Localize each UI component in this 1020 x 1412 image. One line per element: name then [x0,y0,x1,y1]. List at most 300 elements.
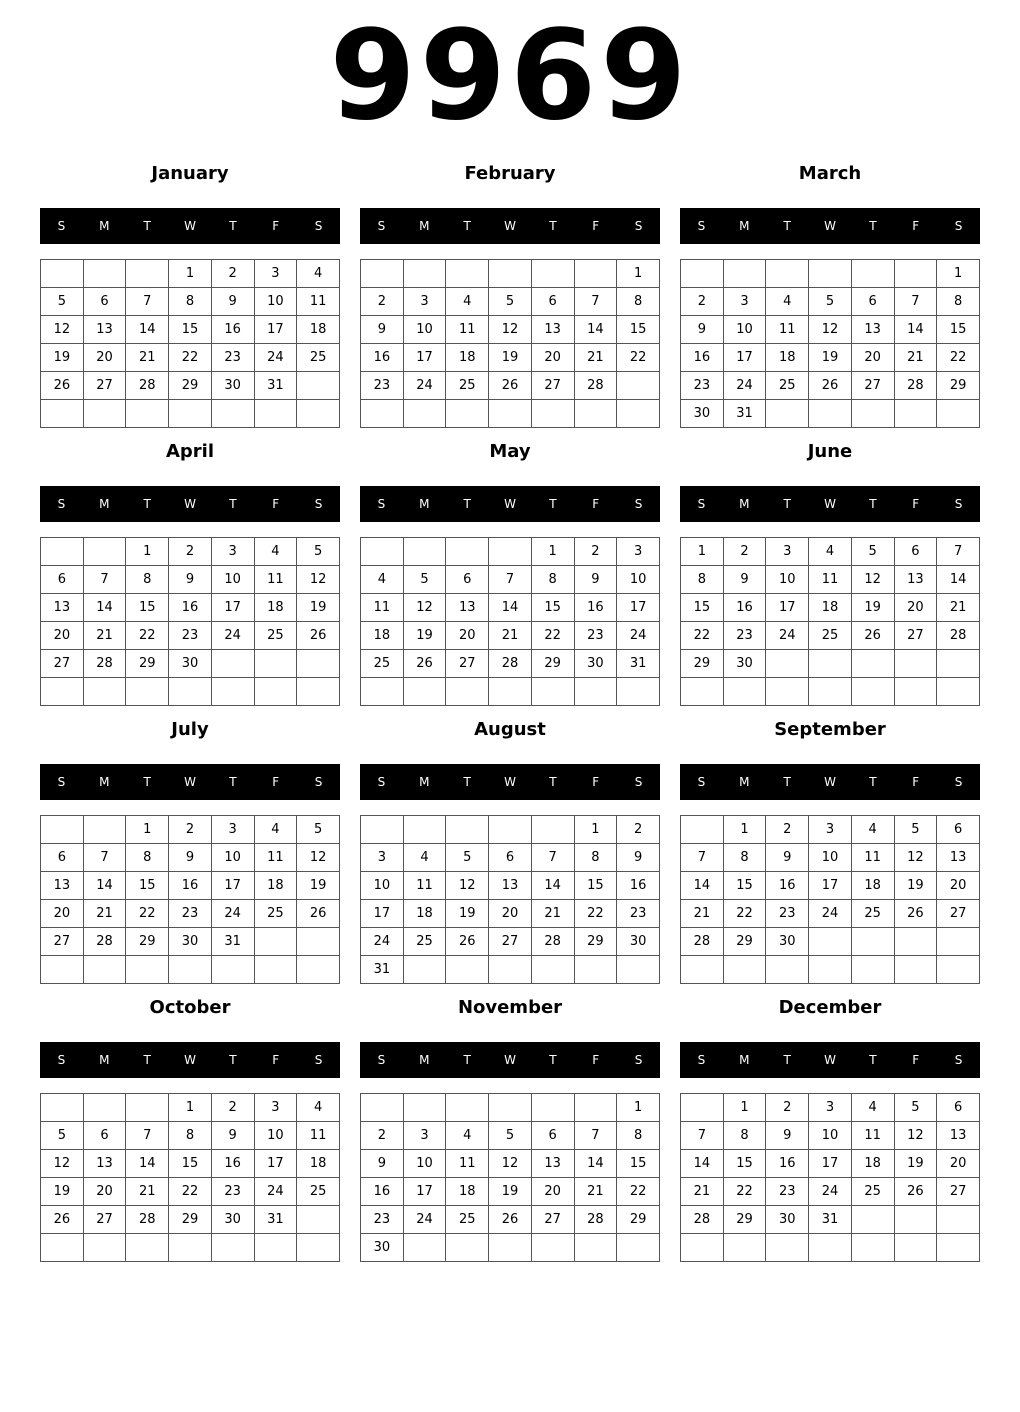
day-cell [446,538,489,566]
day-cell: 4 [766,288,809,316]
day-cell: 7 [574,1122,617,1150]
day-cell: 22 [681,622,724,650]
day-cell: 1 [723,1094,766,1122]
weekday-label: T [229,497,237,511]
weekday-header [360,486,660,522]
day-cell: 27 [446,650,489,678]
day-cell: 18 [851,1150,894,1178]
day-cell: 30 [211,372,254,400]
day-cell: 12 [41,1150,84,1178]
day-cell [937,650,980,678]
day-cell [937,1234,980,1262]
day-cell: 24 [254,1178,297,1206]
day-cell [766,956,809,984]
day-cell: 21 [489,622,532,650]
day-cell: 16 [723,594,766,622]
day-cell [489,260,532,288]
week-row [41,372,340,400]
day-cell [894,956,937,984]
week-row [361,566,660,594]
day-cell: 6 [937,816,980,844]
day-cell: 11 [361,594,404,622]
day-cell: 22 [617,344,660,372]
day-cell: 18 [254,872,297,900]
weekday-label: T [143,497,151,511]
day-cell: 30 [766,928,809,956]
month-name: January [151,163,229,184]
week-row [41,594,340,622]
day-cell: 3 [809,1094,852,1122]
day-cell [126,678,169,706]
day-cell [41,260,84,288]
day-cell: 28 [83,650,126,678]
day-cell: 11 [254,844,297,872]
day-cell [83,816,126,844]
weekday-label: S [954,497,963,511]
weekday-header [40,486,340,522]
day-cell: 21 [531,900,574,928]
weekday-label: T [783,219,791,233]
day-cell [617,372,660,400]
day-cell: 25 [297,344,340,372]
day-cell: 19 [297,872,340,900]
day-cell: 25 [851,900,894,928]
weekday-label: S [314,1053,323,1067]
day-cell: 10 [254,1122,297,1150]
day-cell: 29 [723,1206,766,1234]
day-cell [937,956,980,984]
day-cell: 24 [211,900,254,928]
day-cell: 12 [894,844,937,872]
day-cell [83,678,126,706]
day-cell: 20 [41,622,84,650]
day-cell: 10 [403,316,446,344]
weekday-label: F [592,1053,600,1067]
day-cell: 2 [766,816,809,844]
day-cell: 25 [446,372,489,400]
day-cell: 19 [894,1150,937,1178]
day-cell: 15 [169,316,212,344]
day-cell: 18 [851,872,894,900]
week-row [681,400,980,428]
day-cell: 9 [574,566,617,594]
day-cell: 22 [169,1178,212,1206]
week-row [681,928,980,956]
day-cell: 10 [211,844,254,872]
day-cell: 16 [211,1150,254,1178]
day-cell [83,400,126,428]
day-cell: 15 [574,872,617,900]
week-row [41,1094,340,1122]
day-cell: 20 [446,622,489,650]
day-cell: 26 [297,900,340,928]
day-cell: 10 [809,844,852,872]
day-cell [446,400,489,428]
day-cell: 11 [446,316,489,344]
day-cell: 12 [297,844,340,872]
day-cell: 7 [681,1122,724,1150]
day-cell: 18 [297,316,340,344]
day-cell: 8 [126,566,169,594]
day-cell: 23 [574,622,617,650]
day-cell [766,260,809,288]
day-cell [531,400,574,428]
day-cell: 9 [211,288,254,316]
weekday-label: W [184,497,196,511]
day-cell: 19 [403,622,446,650]
day-cell: 16 [361,1178,404,1206]
day-cell: 5 [489,1122,532,1150]
day-grid [680,815,980,984]
weekday-label: M [739,219,750,233]
day-cell: 1 [617,1094,660,1122]
day-cell: 30 [723,650,766,678]
day-cell: 2 [169,538,212,566]
day-grid [40,815,340,984]
day-cell: 20 [83,1178,126,1206]
weekday-label: T [463,1053,471,1067]
day-cell: 18 [446,344,489,372]
day-cell [894,1234,937,1262]
weekday-label: S [57,219,66,233]
day-cell [766,650,809,678]
day-cell [574,400,617,428]
weekday-label: S [377,219,386,233]
day-cell [681,1234,724,1262]
week-row [361,1150,660,1178]
day-cell [937,928,980,956]
day-cell [851,928,894,956]
week-row [681,844,980,872]
week-row [361,928,660,956]
day-cell: 10 [617,566,660,594]
day-cell [41,816,84,844]
weekday-label: S [314,219,323,233]
week-row [41,1234,340,1262]
day-cell: 14 [681,872,724,900]
day-cell [403,1094,446,1122]
day-cell: 22 [126,622,169,650]
day-cell: 17 [403,344,446,372]
day-cell [617,678,660,706]
day-cell: 30 [617,928,660,956]
weekday-label: F [592,497,600,511]
day-cell: 23 [169,900,212,928]
day-cell: 8 [126,844,169,872]
day-cell: 16 [574,594,617,622]
day-cell: 9 [681,316,724,344]
day-cell: 23 [723,622,766,650]
day-cell: 29 [169,372,212,400]
day-cell: 2 [681,288,724,316]
day-cell: 12 [446,872,489,900]
day-cell [489,678,532,706]
day-cell: 27 [937,900,980,928]
day-cell: 15 [681,594,724,622]
day-cell: 13 [83,316,126,344]
weekday-label: W [504,1053,516,1067]
day-cell: 23 [361,372,404,400]
day-cell: 8 [681,566,724,594]
day-cell: 13 [83,1150,126,1178]
day-cell: 30 [361,1234,404,1262]
day-cell: 17 [617,594,660,622]
day-cell: 4 [851,1094,894,1122]
weekday-label: W [504,775,516,789]
day-cell: 29 [169,1206,212,1234]
day-cell [894,650,937,678]
day-cell: 14 [489,594,532,622]
day-cell: 15 [126,872,169,900]
week-row [361,650,660,678]
week-row [361,372,660,400]
week-row [681,288,980,316]
day-cell [211,400,254,428]
week-row [41,566,340,594]
day-cell: 24 [766,622,809,650]
day-cell: 12 [489,316,532,344]
day-cell: 3 [723,288,766,316]
day-cell: 27 [531,372,574,400]
day-cell: 1 [126,538,169,566]
day-grid [360,815,660,984]
day-cell: 19 [489,344,532,372]
day-cell [851,1234,894,1262]
day-cell: 21 [574,344,617,372]
weekday-label: S [634,219,643,233]
day-cell: 19 [894,872,937,900]
weekday-label: T [783,775,791,789]
day-cell: 6 [937,1094,980,1122]
day-cell: 4 [809,538,852,566]
day-cell: 5 [894,816,937,844]
weekday-label: S [314,497,323,511]
day-cell: 20 [531,1178,574,1206]
day-cell: 24 [361,928,404,956]
day-cell: 22 [723,900,766,928]
day-cell: 14 [126,1150,169,1178]
day-cell [169,1234,212,1262]
week-row [41,344,340,372]
day-cell: 21 [83,622,126,650]
day-cell: 20 [489,900,532,928]
day-cell: 16 [169,594,212,622]
week-row [361,678,660,706]
day-cell: 2 [211,1094,254,1122]
weekday-label: S [697,497,706,511]
day-grid [40,259,340,428]
day-cell: 26 [41,372,84,400]
weekday-label: W [824,497,836,511]
day-cell: 12 [809,316,852,344]
day-cell: 12 [851,566,894,594]
month-name: May [489,441,531,462]
day-cell: 22 [169,344,212,372]
day-cell: 9 [361,1150,404,1178]
day-cell [403,260,446,288]
day-cell [723,260,766,288]
weekday-label: S [57,775,66,789]
week-row [681,538,980,566]
day-cell: 26 [297,622,340,650]
weekday-label: M [419,1053,430,1067]
day-cell [83,956,126,984]
day-cell: 2 [361,288,404,316]
day-cell [894,928,937,956]
month-name: July [171,719,209,740]
day-cell: 9 [617,844,660,872]
day-cell: 27 [531,1206,574,1234]
week-row [361,1178,660,1206]
day-cell: 4 [361,566,404,594]
week-row [41,1206,340,1234]
day-cell: 27 [894,622,937,650]
day-cell: 1 [681,538,724,566]
day-cell: 15 [723,1150,766,1178]
day-cell: 9 [766,844,809,872]
weekday-label: S [377,1053,386,1067]
day-cell [851,400,894,428]
day-cell: 16 [766,872,809,900]
day-cell: 10 [254,288,297,316]
week-row [41,872,340,900]
week-row [41,288,340,316]
day-cell: 27 [851,372,894,400]
day-cell: 8 [531,566,574,594]
weekday-header [680,208,980,244]
week-row [41,900,340,928]
day-cell [489,400,532,428]
day-cell: 1 [169,1094,212,1122]
day-cell [403,678,446,706]
day-cell [531,956,574,984]
day-cell: 9 [169,844,212,872]
week-row [41,316,340,344]
day-cell [681,678,724,706]
day-grid [40,1093,340,1262]
day-cell: 23 [211,1178,254,1206]
day-cell [809,260,852,288]
day-cell: 4 [254,816,297,844]
day-cell [361,816,404,844]
day-cell: 18 [297,1150,340,1178]
day-cell: 19 [489,1178,532,1206]
day-cell: 1 [531,538,574,566]
weekday-label: T [783,497,791,511]
day-cell: 26 [446,928,489,956]
year-title: 9969 [329,4,691,148]
day-cell: 10 [403,1150,446,1178]
day-cell: 25 [403,928,446,956]
day-cell: 7 [126,1122,169,1150]
week-row [681,594,980,622]
day-cell: 30 [169,650,212,678]
day-cell: 8 [169,1122,212,1150]
day-cell [169,956,212,984]
day-cell: 30 [574,650,617,678]
day-cell: 22 [937,344,980,372]
day-cell [531,816,574,844]
day-cell [403,816,446,844]
week-row [41,1150,340,1178]
day-cell: 18 [809,594,852,622]
day-cell [851,260,894,288]
month-name: September [774,719,886,740]
week-row [41,650,340,678]
day-cell [297,400,340,428]
day-cell: 17 [723,344,766,372]
day-grid [680,1093,980,1262]
day-cell: 13 [41,872,84,900]
day-cell: 15 [531,594,574,622]
day-cell: 20 [41,900,84,928]
day-cell [403,400,446,428]
day-cell [446,260,489,288]
day-cell: 6 [531,288,574,316]
day-cell: 25 [851,1178,894,1206]
day-cell: 11 [766,316,809,344]
weekday-label: F [912,775,920,789]
day-cell [446,1094,489,1122]
day-cell: 2 [211,260,254,288]
week-row [41,538,340,566]
day-cell: 3 [254,1094,297,1122]
day-cell: 23 [361,1206,404,1234]
day-cell: 31 [723,400,766,428]
day-cell [254,650,297,678]
day-cell [894,678,937,706]
weekday-header [360,764,660,800]
week-row [681,344,980,372]
day-cell: 1 [723,816,766,844]
day-cell: 31 [617,650,660,678]
day-cell [489,816,532,844]
day-cell [531,1234,574,1262]
day-cell: 21 [681,900,724,928]
day-cell: 18 [446,1178,489,1206]
weekday-label: T [549,219,557,233]
day-cell: 7 [937,538,980,566]
week-row [681,1178,980,1206]
day-cell [254,1234,297,1262]
day-cell: 11 [403,872,446,900]
day-cell: 25 [254,900,297,928]
weekday-label: T [869,497,877,511]
week-row [681,1122,980,1150]
weekday-label: F [912,497,920,511]
day-cell: 13 [446,594,489,622]
month-name: March [798,163,862,184]
day-cell: 4 [254,538,297,566]
day-cell: 9 [766,1122,809,1150]
day-cell: 16 [361,344,404,372]
day-cell: 9 [361,316,404,344]
day-cell [169,400,212,428]
day-cell: 9 [211,1122,254,1150]
day-cell: 27 [489,928,532,956]
day-cell: 26 [809,372,852,400]
day-cell [297,372,340,400]
weekday-label: F [272,775,280,789]
day-cell [41,400,84,428]
weekday-label: S [377,775,386,789]
weekday-label: S [57,497,66,511]
day-cell [126,1234,169,1262]
day-cell: 2 [617,816,660,844]
day-cell: 14 [574,316,617,344]
day-cell: 25 [361,650,404,678]
day-cell: 24 [254,344,297,372]
